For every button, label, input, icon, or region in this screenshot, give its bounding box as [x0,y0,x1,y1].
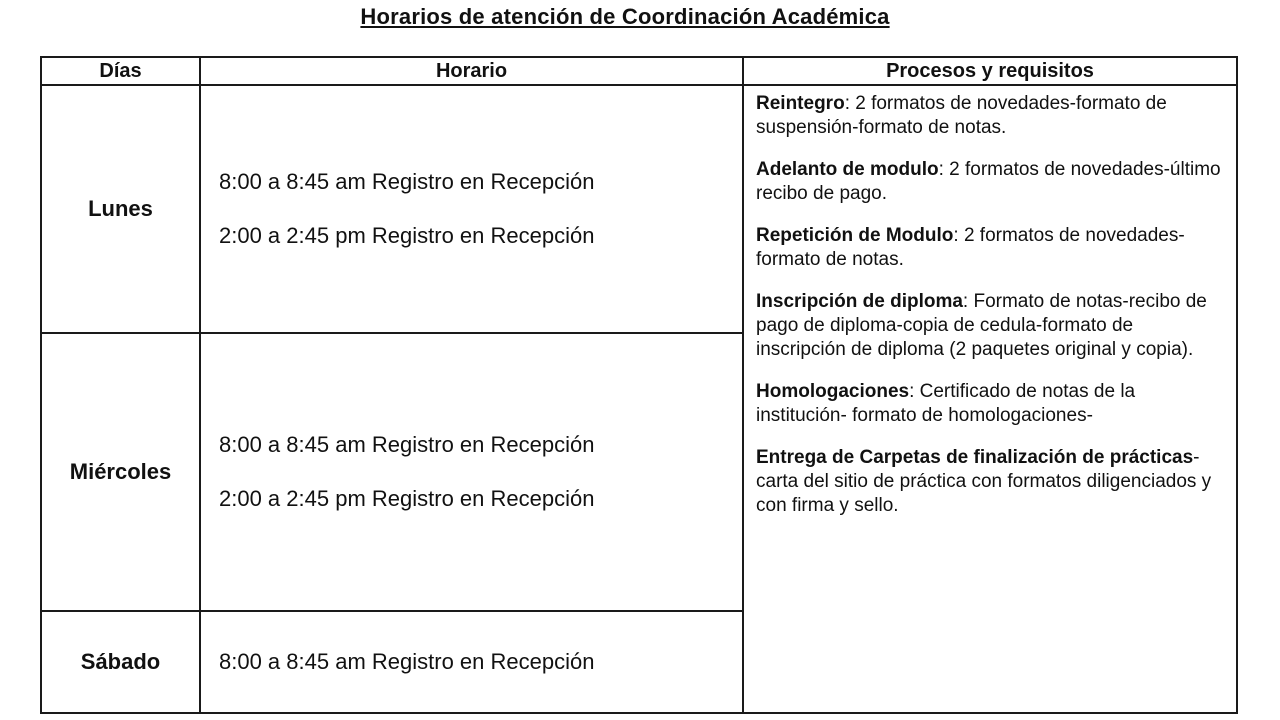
process-name: Reintegro [756,93,845,114]
process-item-homologaciones [756,380,1228,428]
time-slot: 2:00 a 2:45 pm Registro en Recepción [219,486,595,511]
time-cell-sabado [200,611,743,713]
process-item-reintegro [756,92,1228,140]
process-item-adelanto [756,158,1228,206]
process-requirements: : Formato de notas-recibo de pago de diploma-copia de cedula-formato de inscripción de diploma (2 paquetes original y copia). [756,291,1207,360]
header-schedule: Horario [200,57,743,85]
day-cell-miercoles: Miércoles [41,333,200,611]
process-name: Homologaciones [756,381,910,402]
time-cell-miercoles [200,333,743,611]
time-slot: 8:00 a 8:45 am Registro en Recepción [219,432,595,457]
schedule-table [40,56,1238,714]
process-requirements: : 2 formatos de novedades-formato de suspensión-formato de notas. [756,93,1167,138]
day-cell-lunes: Lunes [41,85,200,333]
process-requirements: : Certificado de notas de la institución- formato de homologaciones- [756,381,1136,426]
header-processes: Procesos y requisitos [743,57,1237,85]
process-requirements: : 2 formatos de novedades- formato de notas. [756,225,1185,270]
document-title: Horarios de atención de Coordinación Académica [360,4,890,29]
time-slot: 2:00 a 2:45 pm Registro en Recepción [219,223,595,248]
table-row-lunes [41,85,1237,333]
process-name: Entrega de Carpetas de finalización de prácticas [756,447,1194,468]
time-slot: 8:00 a 8:45 am Registro en Recepción [219,649,595,674]
process-item-entrega-carpetas [756,446,1228,518]
process-requirements: - carta del sitio de práctica con formatos diligenciados y con firma y sello. [756,447,1212,516]
process-name: Repetición de Modulo [756,225,954,246]
time-cell-lunes [200,85,743,333]
day-cell-sabado: Sábado [41,611,200,713]
process-name: Inscripción de diploma [756,291,963,312]
time-slot: 8:00 a 8:45 am Registro en Recepción [219,169,595,194]
header-row [41,57,1237,85]
processes-cell [743,85,1237,713]
process-requirements: : 2 formatos de novedades-último recibo de pago. [756,159,1221,204]
process-item-repeticion [756,224,1228,272]
header-days: Días [41,57,200,85]
process-name: Adelanto de modulo [756,159,939,180]
process-item-inscripcion [756,290,1228,362]
